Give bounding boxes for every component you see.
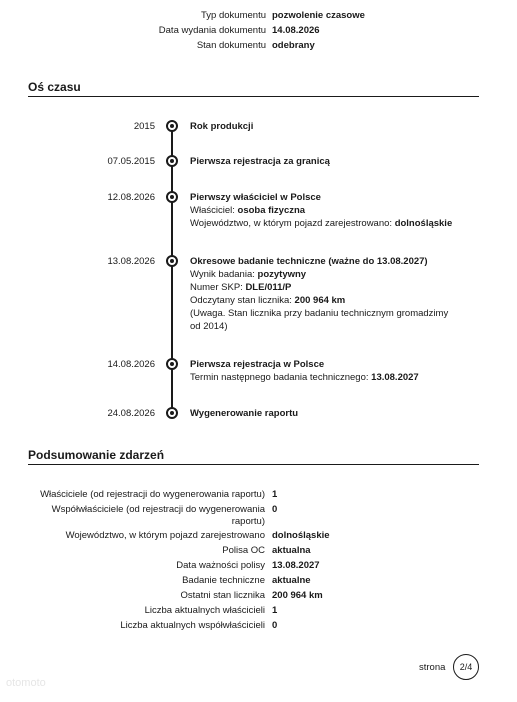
page-number [453,654,479,680]
timeline-date: 07.05.2015 [107,156,155,167]
summary-label: Liczba aktualnych właścicieli [144,605,265,616]
info-row-document-state [0,40,517,54]
info-label: Stan dokumentu [196,40,266,51]
timeline-event-note: (Uwaga. Stan licznika przy badaniu technicznym gromadzimy od 2014) [190,308,449,332]
timeline-event-detail: Właściciel: osoba fizyczna [190,205,306,216]
timeline-event [190,120,460,133]
timeline-event-title: Okresowe badanie techniczne (ważne do 13.08.2027) [190,256,428,267]
timeline-event [190,191,460,230]
timeline-dot-icon [166,358,178,370]
timeline-event [190,255,460,333]
timeline-divider [28,96,479,97]
info-value: odebrany [272,40,315,51]
summary-label: Właściciele (od rejestracji do wygenerowania raportu) [40,489,265,500]
summary-label: Województwo, w którym pojazd zarejestrowano [65,530,265,541]
timeline-heading: Oś czasu [28,80,81,94]
timeline-date: 12.08.2026 [107,192,155,203]
summary-value: 1 [272,489,278,500]
summary-label: Badanie techniczne [182,575,265,586]
page-label: strona [419,662,446,673]
timeline-event-title: Pierwsza rejestracja za granicą [190,156,330,167]
summary-value: aktualna [272,545,311,556]
page-number-text: 2/4 [459,662,473,672]
timeline-event [190,155,460,168]
info-label: Typ dokumentu [201,10,266,21]
timeline-date: 24.08.2026 [107,408,155,419]
timeline-event-detail: Województwo, w którym pojazd zarejestrowano: dolnośląskie [190,218,453,229]
summary-value: 1 [272,605,278,616]
timeline-dot-icon [166,407,178,419]
info-value: pozwolenie czasowe [272,10,365,21]
timeline-date: 2015 [133,121,155,132]
timeline-event-detail: Numer SKP: DLE/011/P [190,282,292,293]
summary-label: Ostatni stan licznika [180,590,265,601]
info-value: 14.08.2026 [272,25,320,36]
summary-value: aktualne [272,575,311,586]
info-row-document-type [0,10,517,24]
timeline-event-title: Wygenerowanie raportu [190,408,299,419]
timeline-dot-icon [166,255,178,267]
summary-value: 13.08.2027 [272,560,320,571]
summary-divider [28,464,479,465]
timeline-event-detail: Termin następnego badania technicznego: 13.08.2027 [190,372,419,383]
timeline-event [190,358,460,384]
timeline-event-detail: Odczytany stan licznika: 200 964 km [190,295,346,306]
timeline-event-title: Pierwszy właściciel w Polsce [190,192,321,203]
info-label: Data wydania dokumentu [158,25,266,36]
timeline-date: 13.08.2026 [107,256,155,267]
timeline-dot-icon [166,120,178,132]
info-row-issue-date [0,25,517,39]
timeline-event-title: Pierwsza rejestracja w Polsce [190,359,325,370]
summary-heading: Podsumowanie zdarzeń [28,448,165,462]
timeline-event [190,407,460,420]
summary-label: Data ważności polisy [176,560,265,571]
summary-value: dolnośląskie [272,530,330,541]
summary-label: Liczba aktualnych współwłaścicieli [120,620,265,631]
timeline-dot-icon [166,155,178,167]
summary-label: Polisa OC [222,545,265,556]
timeline-date: 14.08.2026 [107,359,155,370]
summary-label: Współwłaściciele (od rejestracji do wygenerowania raportu) [51,504,265,527]
timeline-event-title: Rok produkcji [190,121,254,132]
timeline-dot-icon [166,191,178,203]
watermark-logo: otomoto [6,677,46,689]
timeline-event-detail: Wynik badania: pozytywny [190,269,307,280]
summary-value: 0 [272,620,278,631]
summary-value: 0 [272,504,278,515]
summary-value: 200 964 km [272,590,323,601]
